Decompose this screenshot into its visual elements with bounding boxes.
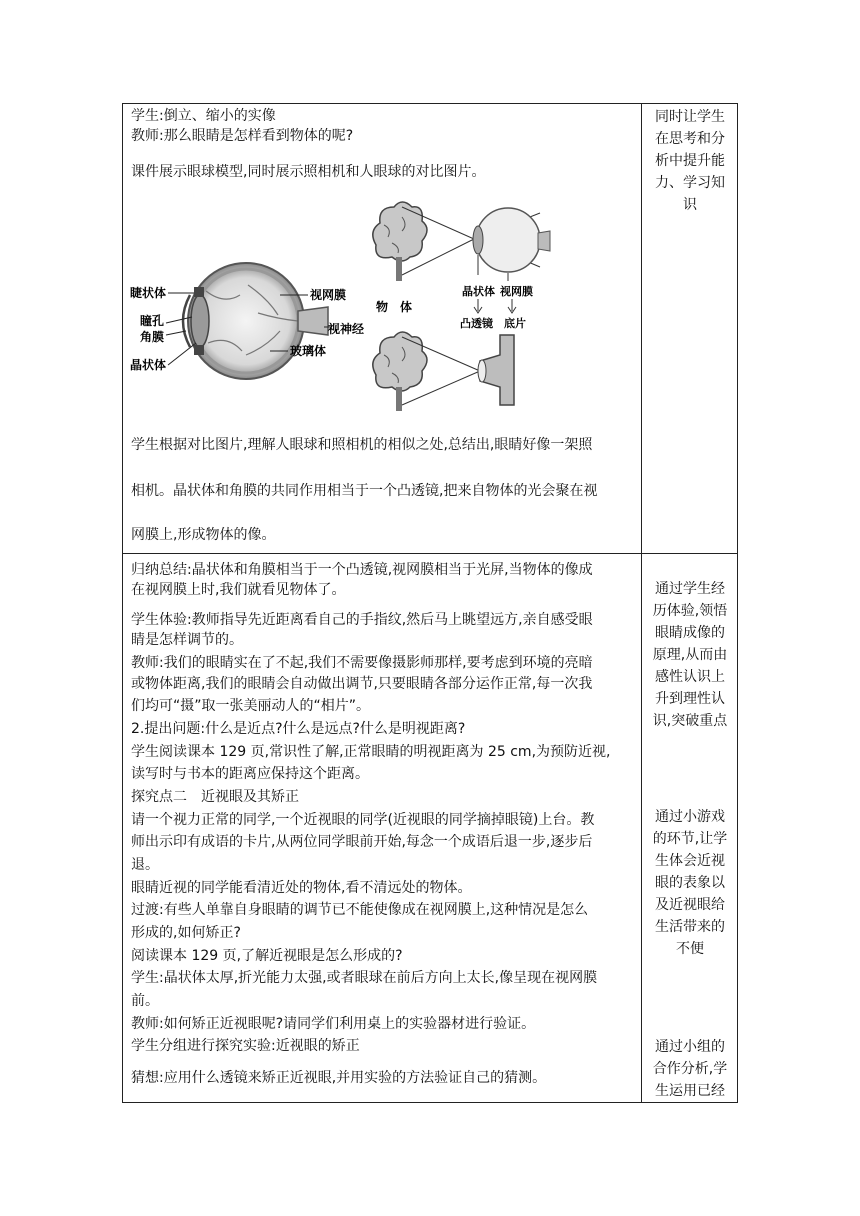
label-retina: 视网膜 [310, 288, 347, 302]
tree-top-trunk [396, 257, 402, 281]
camera-lens-icon [478, 360, 486, 382]
row1-line-2: 教师:那么眼睛是怎样看到物体的呢? [131, 128, 354, 144]
row2-line-20: 前。 [131, 993, 159, 1009]
label-film: 底片 [504, 317, 526, 330]
row2-line-13: 师出示印有成语的卡片,从两位同学眼前开始,每念一个成语后退一步,逐步后 [131, 834, 593, 850]
row2-line-8: 2.提出问题:什么是近点?什么是远点?什么是明视距离? [131, 721, 466, 737]
label-pupil: 瞳孔 [140, 314, 165, 328]
small-eye-icon [476, 208, 540, 272]
row2-line-15: 眼睛近视的同学能看清近处的物体,看不清远处的物体。 [131, 880, 472, 896]
label-lens: 晶状体 [130, 358, 167, 372]
tree-bottom-icon [373, 332, 427, 391]
row2-line-3: 学生体验:教师指导先近距离看自己的手指纹,然后马上眺望远方,亲自感受眼 [131, 612, 593, 628]
row2-line-10: 读写时与书本的距离应保持这个距离。 [131, 766, 369, 782]
label-optic-nerve: 视神经 [328, 322, 365, 336]
label-cornea: 角膜 [140, 330, 165, 344]
row2-line-7: 们均可“摄”取一张美丽动人的“相片”。 [131, 698, 371, 714]
row1-line-1: 学生:倒立、缩小的实像 [131, 108, 276, 124]
label-convex: 凸透镜 [460, 317, 493, 330]
optic-nerve-shape [298, 307, 328, 335]
label-cam-lens: 晶状体 [462, 285, 495, 298]
row2-line-1: 归纳总结:晶状体和角膜相当于一个凸透镜,视网膜相当于光屏,当物体的像成 [131, 562, 593, 578]
eye-anatomy-figure [128, 255, 365, 385]
row2-line-18: 阅读课本 129 页,了解近视眼是怎么形成的? [131, 948, 403, 964]
row1-conclusion-2: 相机。晶状体和角膜的共同作用相当于一个凸透镜,把来自物体的光会聚在视 [131, 483, 598, 499]
row2-line-4: 睛是怎样调节的。 [131, 632, 243, 648]
label-vitreous: 玻璃体 [290, 344, 327, 358]
row2-line-5: 教师:我们的眼睛实在了不起,我们不需要像摄影师那样,要考虑到环境的亮暗 [131, 655, 593, 671]
tree-top-icon [373, 202, 427, 261]
row2-line-22: 学生分组进行探究实验:近视眼的矫正 [131, 1038, 360, 1054]
row2-line-21: 教师:如何矫正近视眼呢?请同学们利用桌上的实验器材进行验证。 [131, 1016, 536, 1032]
small-eye-lens [473, 226, 483, 254]
label-object: 物 体 [376, 300, 413, 314]
row2-line-2: 在视网膜上时,我们就看见物体了。 [131, 582, 346, 598]
lens-shape [191, 295, 209, 347]
row2-line-14: 退。 [131, 857, 159, 873]
tree-bottom-trunk [396, 387, 402, 411]
row2-side-note-a: 通过学生经 历体验,领悟 眼睛成像的 原理,从而由 感性认识上 升到理性认 识,突破重点 [652, 581, 728, 729]
row1-side-note: 同时让学生 在思考和分 析中提升能 力、学习知 识 [655, 109, 725, 213]
row2-line-17: 形成的,如何矫正? [131, 925, 241, 941]
row2-line-12: 请一个视力正常的同学,一个近视眼的同学(近视眼的同学摘掉眼镜)上台。教 [131, 812, 595, 828]
row2-line-11: 探究点二 近视眼及其矫正 [131, 789, 299, 805]
ciliary-bottom [194, 345, 204, 355]
row2-line-23: 猜想:应用什么透镜来矫正近视眼,并用实验的方法验证自己的猜测。 [131, 1070, 547, 1086]
ciliary-top [194, 287, 204, 297]
label-ciliary: 睫状体 [130, 286, 167, 300]
row1-conclusion-1: 学生根据对比图片,理解人眼球和照相机的相似之处,总结出,眼睛好像一架照 [131, 437, 593, 453]
row1-conclusion-3: 网膜上,形成物体的像。 [131, 527, 276, 543]
row2-side-note-b: 通过小游戏 的环节,让学 生体会近视 眼的表象以 及近视眼给 生活带来的 不便 [652, 809, 728, 957]
row1-line-3: 课件展示眼球模型,同时展示照相机和人眼球的对比图片。 [131, 164, 486, 180]
row2-side-note-c: 通过小组的 合作分析,学 生运用已经 [652, 1039, 728, 1099]
row2-line-19: 学生:晶状体太厚,折光能力太强,或者眼球在前后方向上太长,像呈现在视网膜 [131, 970, 598, 986]
row-divider [122, 553, 738, 554]
eye-camera-comparison-figure [362, 195, 562, 415]
row2-line-6: 或物体距离,我们的眼睛会自动做出调节,只要眼睛各部分运作正常,每一次我 [131, 676, 593, 692]
row2-line-9: 学生阅读课本 129 页,常识性了解,正常眼睛的明视距离为 25 cm,为预防近视, [131, 744, 611, 760]
row2-line-16: 过渡:有些人单靠自身眼睛的调节已不能使像成在视网膜上,这种情况是怎么 [131, 902, 589, 918]
label-cam-retina: 视网膜 [500, 285, 533, 298]
